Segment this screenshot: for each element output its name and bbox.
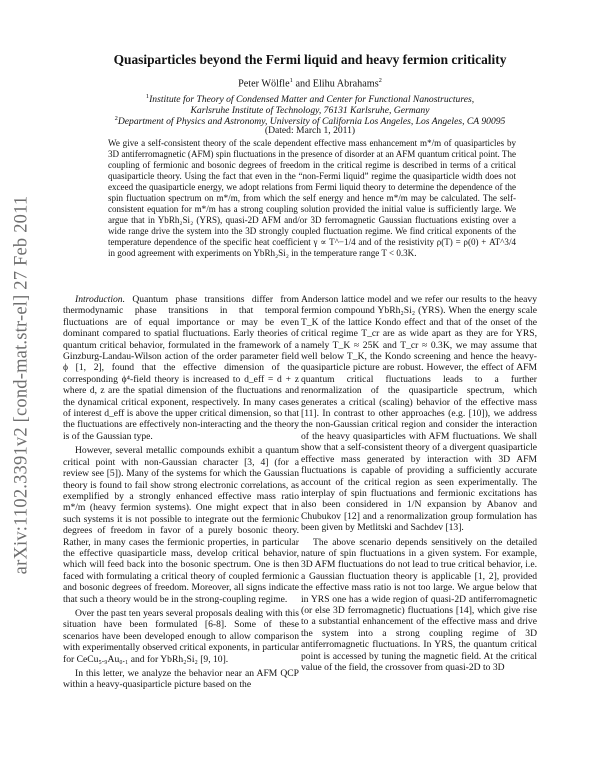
- paragraph-text: In this letter, we analyze the behavior near an AFM QCP within a heavy-quasiparticle picture based on the: [63, 668, 299, 691]
- body-paragraph: [63, 294, 299, 442]
- affiliation-mark: 2: [114, 115, 118, 122]
- body-paragraph: [63, 608, 299, 665]
- affiliation-mark: 1: [145, 93, 150, 100]
- affiliation-line: Karlsruhe Institute of Technology, 76131 Karlsruhe, Germany: [190, 105, 430, 117]
- body-paragraph: [301, 537, 537, 674]
- paper-title: Quasiparticles beyond the Fermi liquid and heavy fermion criticality: [113, 52, 507, 67]
- abstract: We give a self-consistent theory of the scale dependent effective mass enhancement m*/m of quasiparticles by 3D antiferromagnetic (AFM) spin fluctuations in the presence of disorder at an AFM quantum critical point. The coupling of fermionic and bosonic degrees of freedom in the critical regime is described in terms of a critical quasiparticle theory. Using the fact that even in the “non-Fermi liquid” regime the quasiparticle width does not exceed the quasiparticle energy, we adopt relations from Fermi liquid theory to determine the dependence of the spin fluctuation spectrum on m*/m, from which the self energy and hence m*/m may be calculated. The self-consistent equation for m*/m has a strong coupling solution provided the initial value is sufficiently large. We argue that in YbRh₂Si₂ (YRS), quasi-2D AFM and/or 3D ferromagnetic Gaussian fluctuations existing over a wide range drive the system into the 3D strongly coupled fluctuation regime. We find critical exponents of the temperature dependence of the specific heat coefficient γ ∝ T^−1/4 and of the resistivity ρ(T) = ρ(0) + AT^3/4 in good agreement with experiments on YbRh₂Si₂ in the temperature range T < 0.3K.: [108, 138, 516, 258]
- section-runin-heading: Introduction.: [75, 294, 126, 305]
- paragraph-text: The above scenario depends sensitively on the detailed nature of spin fluctuations in a given system. For example, 3D AFM fluctuations do not lead to true critical behavior, i.e. a Gaussian fluctuation theory is applicable [1, 2], provided the effective mass ratio is not too large. We argue below that in YRS one has a wide region of quasi-2D antiferromagnetic (or else 3D ferromagnetic) fluctuations [14], which give rise to a substantial enhancement of the effective mass and drive the system into a strong coupling regime of 3D antiferromagnetic fluctuations. In YRS, the quantum critical point is accessed by tuning the magnetic field. At the critical value of the field, the crossover from quasi-2D to 3D: [301, 536, 537, 673]
- body-paragraph: [63, 668, 299, 691]
- body-column-left: [63, 294, 299, 694]
- paragraph-text: Quantum phase transitions differ from thermodynamic phase transitions in that temporal fluctuations are of equal importance or may be even dominant compared to spatial fluctuations. Early theories of quantum critical behavior, formulated in the framework of a Ginzburg-Landau-Wilson action of the order parameter field ϕ [1, 2], found that the effective dimension of the corresponding ϕ⁴-field theory is increased to d_eff = d + z where d, z are the spatial dimension of the fluctuations and the dynamical critical exponent, respectively. In many cases of interest d_eff is above the upper critical dimension, so that the fluctuations are effectively non-interacting and the theory is of the Gaussian type.: [63, 294, 299, 442]
- arxiv-identifier-sidebar: [4, 150, 40, 620]
- body-column-right: [301, 294, 537, 676]
- paragraph-text: Anderson lattice model and we refer our results to the heavy fermion compound YbRh₂Si₂ (YRS). When the energy scale T_K of the lattice Kondo effect and that of the onset of the critical regime T_cr are as wide apart as they are for YRS, namely T_K ≈ 25K and T_cr ≈ 0.3K, we may assume that well below T_K, the Kondo screening and hence the heavy-quasiparticle picture are robust. However, the effect of AFM quantum critical fluctuations leads to a further renormalization of the quasiparticle spectrum, which generates a critical (scaling) behavior of the effective mass [11]. In contrast to other approaches (e.g. [10]), we address the non-Gaussian critical region and consider the interaction of the heavy quasiparticles with AFM fluctuations. We shall show that a self-consistent theory of a divergent quasiparticle effective mass generated by interaction with 3D AFM fluctuations is capable of providing a sufficiently accurate account of the critical region as seen experimentally. The interplay of spin fluctuations and fermionic excitations has also been considered in 1/N expansion by Abanov and Chubukov [12] and a renormalization group formulation has been given by Metlitski and Sachdev [13].: [301, 294, 537, 534]
- affiliation-line: Department of Physics and Astronomy, University of California Los Angeles, Los Angeles, CA 90095: [117, 116, 506, 128]
- affiliation-line: Institute for Theory of Condensed Matter and Center for Functional Nanostructures,: [149, 94, 475, 106]
- author-name: Elihu Abrahams: [312, 78, 379, 90]
- author-list: [60, 77, 560, 89]
- author-name: Peter Wölfle: [238, 78, 290, 90]
- body-paragraph: [301, 294, 537, 534]
- author-affiliation-mark: 1: [289, 77, 293, 84]
- author-affiliation-mark: 2: [378, 77, 382, 84]
- arxiv-id-text: arXiv:1102.3391v2 [cond-mat.str-el] 27 Feb 2011: [11, 195, 32, 575]
- date-line: (Dated: March 1, 2011): [264, 125, 356, 136]
- paragraph-text: Over the past ten years several proposals dealing with this situation have been formulated [6-8]. Some of these scenarios have been developed enough to allow comparison with experimentally observed critical exponents, in particular for CeCu₅.₉Au₀.₁ and for YbRh₂Si₂ [9, 10].: [63, 607, 299, 665]
- paragraph-text: However, several metallic compounds exhibit a quantum critical point with non-Gaussian character [3, 4] (for a review see [5]). Many of the systems for which the Gaussian theory is found to fail show strong electronic correlations, as exemplified by a strongly enhanced effective mass ratio m*/m (heavy fermion systems). One might expect that in such systems it is not possible to integrate out the fermionic degrees of freedom in favor of a purely bosonic theory. Rather, in many cases the fermionic properties, in particular the effective quasiparticle mass, develop critical behavior, which will feed back into the bosonic spectrum. One is then faced with formulating a critical theory of coupled fermionic and bosonic degrees of freedom. Moreover, all signs indicate that such a theory would be in the strong-coupling regime.: [63, 445, 299, 605]
- body-paragraph: [63, 445, 299, 605]
- author-connector: and: [292, 78, 313, 90]
